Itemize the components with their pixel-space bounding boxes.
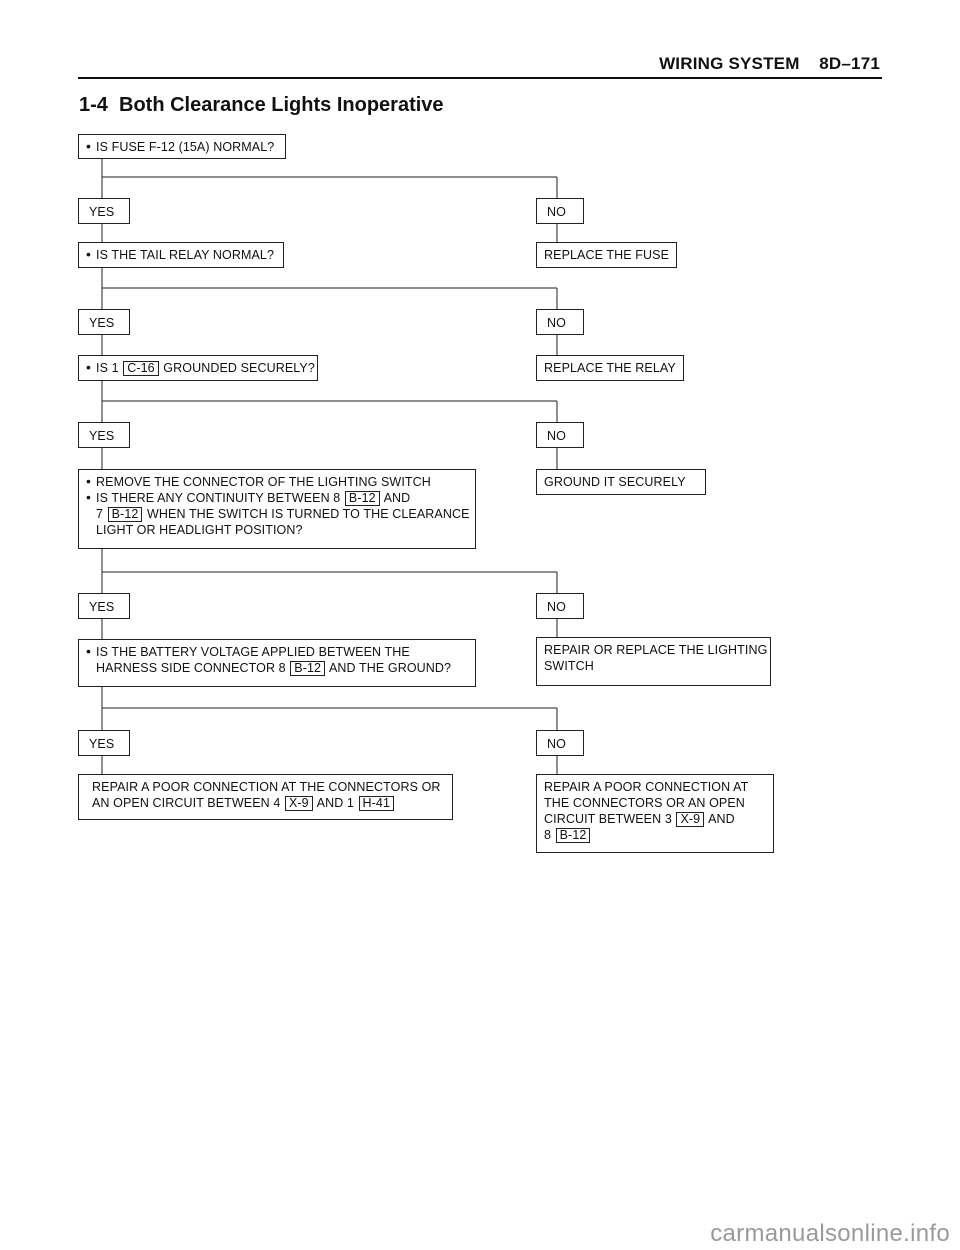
no-label: NO	[536, 593, 584, 619]
connector-code: X-9	[285, 796, 313, 811]
connector-code: B-12	[290, 661, 325, 676]
no-label: NO	[536, 422, 584, 448]
connector-code: X-9	[676, 812, 704, 827]
connector-code: H-41	[359, 796, 395, 811]
yes-label: YES	[78, 422, 130, 448]
question-text: • IS THE BATTERY VOLTAGE APPLIED BETWEEN THE	[86, 644, 468, 660]
question-text: • IS FUSE F-12 (15A) NORMAL?	[86, 139, 278, 155]
connector-code: B-12	[345, 491, 380, 506]
action-text: REPLACE THE FUSE	[544, 248, 670, 262]
action-text: REPLACE THE RELAY	[544, 361, 676, 375]
action-text: THE CONNECTORS OR AN OPEN	[544, 796, 745, 810]
action-box-replace-relay	[536, 355, 684, 381]
action-box-ground-it	[536, 469, 706, 495]
question-text: • IS THERE ANY CONTINUITY BETWEEN 8 B-12 AND	[86, 490, 468, 506]
action-text: REPAIR OR REPLACE THE LIGHTING	[544, 643, 768, 657]
question-box-continuity	[78, 469, 476, 549]
question-text: • IS 1 C-16 GROUNDED SECURELY?	[86, 360, 310, 376]
action-text: REPAIR A POOR CONNECTION AT THE CONNECTORS OR	[92, 780, 441, 794]
no-label: NO	[536, 198, 584, 224]
connector-code: B-12	[556, 828, 591, 843]
connector-code: B-12	[108, 507, 143, 522]
question-text: • IS THE TAIL RELAY NORMAL?	[86, 247, 276, 263]
step-text: • REMOVE THE CONNECTOR OF THE LIGHTING SWITCH	[86, 474, 468, 490]
action-text: CIRCUIT BETWEEN 3 X-9 AND	[544, 812, 735, 826]
action-text: REPAIR A POOR CONNECTION AT	[544, 780, 749, 794]
action-text: GROUND IT SECURELY	[544, 475, 686, 489]
action-text: 8 B-12	[544, 827, 766, 843]
question-box-fuse	[78, 134, 286, 159]
action-text: SWITCH	[544, 659, 594, 673]
yes-label: YES	[78, 730, 130, 756]
question-box-battery-voltage	[78, 639, 476, 687]
question-text: HARNESS SIDE CONNECTOR 8 B-12 AND THE GROUND?	[96, 661, 452, 675]
action-box-repair-open-circuit-no	[536, 774, 774, 853]
no-label: NO	[536, 730, 584, 756]
watermark: carmanualsonline.info	[710, 1220, 950, 1247]
question-box-tail-relay	[78, 242, 284, 268]
section-header: WIRING SYSTEM 8D–171	[659, 54, 880, 73]
yes-label: YES	[78, 593, 130, 619]
action-box-repair-open-circuit-yes	[78, 774, 453, 820]
no-label: NO	[536, 309, 584, 335]
connector-code: C-16	[123, 361, 159, 376]
action-box-replace-fuse	[536, 242, 677, 268]
question-box-ground	[78, 355, 318, 381]
action-box-repair-switch	[536, 637, 771, 686]
question-text: LIGHT OR HEADLIGHT POSITION?	[96, 523, 303, 537]
action-text: AN OPEN CIRCUIT BETWEEN 4 X-9 AND 1 H-41	[92, 795, 445, 811]
yes-label: YES	[78, 309, 130, 335]
yes-label: YES	[78, 198, 130, 224]
page-title: 1-4 Both Clearance Lights Inoperative	[79, 94, 444, 116]
question-text: 7 B-12 WHEN THE SWITCH IS TURNED TO THE CLEARANCE	[96, 507, 470, 521]
